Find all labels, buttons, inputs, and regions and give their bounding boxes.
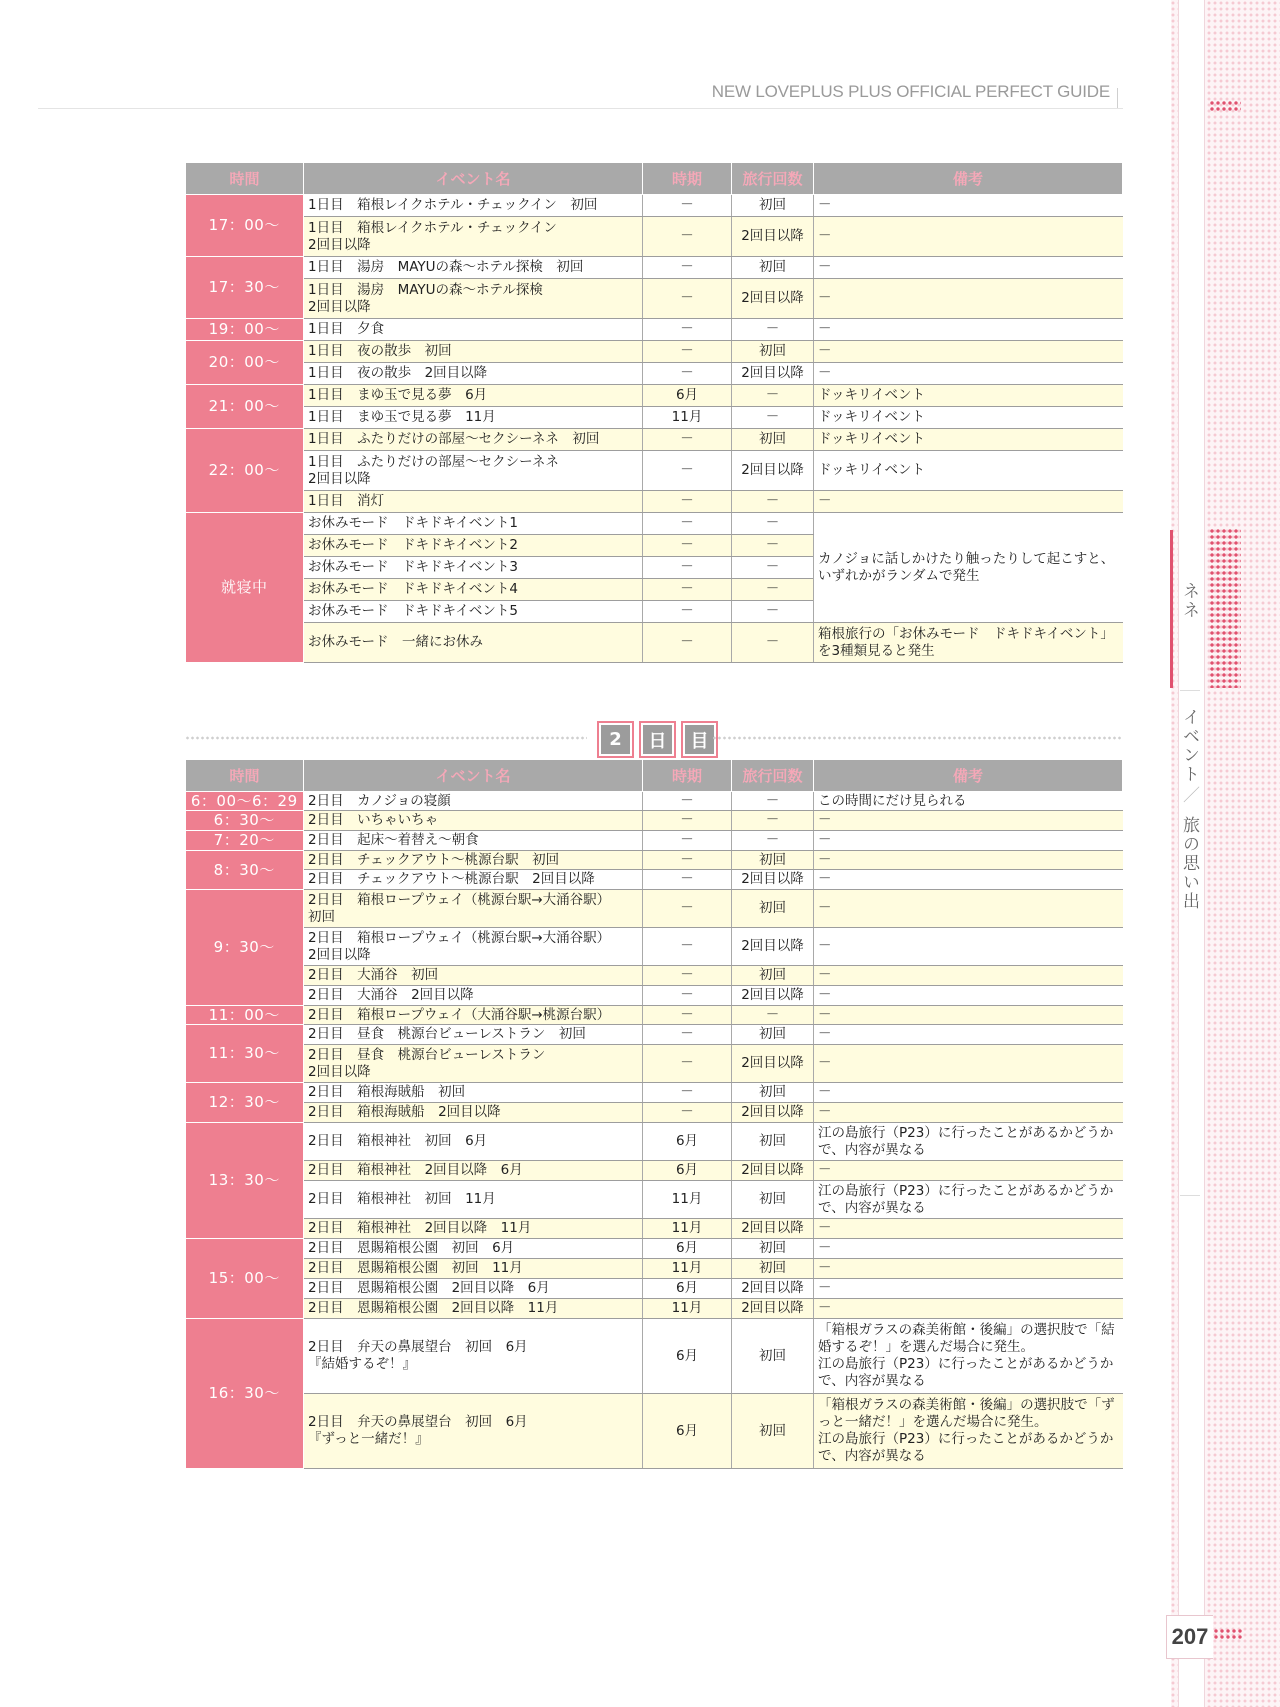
- heading-char: 目: [685, 725, 714, 754]
- col-event-header: イベント名: [304, 760, 643, 792]
- event-name-cell: 2日目 箱根神社 初回 11月: [304, 1181, 643, 1219]
- trip-count-cell: －: [732, 557, 814, 579]
- season-cell: 6月: [643, 1319, 732, 1394]
- table-row: [186, 363, 1123, 385]
- trip-count-cell: 初回: [732, 890, 814, 928]
- table-row: [186, 1103, 1123, 1123]
- season-cell: 6月: [643, 385, 732, 407]
- time-cell: 21：00～: [186, 385, 304, 429]
- trip-count-cell: －: [732, 792, 814, 811]
- note-cell: 江の島旅行（P23）に行ったことがあるかどうかで、内容が異なる: [814, 1123, 1123, 1161]
- note-cell: －: [814, 279, 1123, 319]
- event-name-cell: 1日目 夜の散歩 2回目以降: [304, 363, 643, 385]
- trip-count-cell: －: [732, 513, 814, 535]
- table-row: [186, 1181, 1123, 1219]
- event-name-cell: 1日目 湯房 MAYUの森～ホテル探検 初回: [304, 257, 643, 279]
- trip-count-cell: 2回目以降: [732, 1299, 814, 1319]
- col-time-header: 時間: [186, 163, 304, 195]
- side-tab-subsection[interactable]: 旅の思い出: [1179, 816, 1199, 911]
- trip-count-cell: 2回目以降: [732, 870, 814, 890]
- event-name-cell: 2日目 大涌谷 初回: [304, 966, 643, 986]
- table-row: [186, 890, 1123, 928]
- trip-count-cell: 2回目以降: [732, 363, 814, 385]
- table-row: [186, 1025, 1123, 1045]
- time-cell: 11：30～: [186, 1025, 304, 1083]
- table-row: [186, 1239, 1123, 1259]
- season-cell: －: [643, 279, 732, 319]
- event-name-cell: 2日目 恩賜箱根公園 2回目以降 6月: [304, 1279, 643, 1299]
- event-name-cell: 1日目 箱根レイクホテル・チェックイン 2回目以降: [304, 217, 643, 257]
- event-name-cell: 1日目 夕食: [304, 319, 643, 341]
- trip-count-cell: －: [732, 535, 814, 557]
- table-row: [186, 1045, 1123, 1083]
- note-cell: －: [814, 363, 1123, 385]
- time-cell: 13：30～: [186, 1123, 304, 1239]
- event-name-cell: 2日目 チェックアウト～桃源台駅 2回目以降: [304, 870, 643, 890]
- season-cell: －: [643, 429, 732, 451]
- trip-count-cell: 初回: [732, 429, 814, 451]
- event-name-cell: 2日目 昼食 桃源台ビューレストラン 2回目以降: [304, 1045, 643, 1083]
- note-cell: 江の島旅行（P23）に行ったことがあるかどうかで、内容が異なる: [814, 1181, 1123, 1219]
- time-cell: 6：30～: [186, 811, 304, 831]
- guide-title: NEW LOVEPLUS PLUS OFFICIAL PERFECT GUIDE: [711, 82, 1110, 101]
- note-cell: －: [814, 217, 1123, 257]
- note-cell: ドッキリイベント: [814, 451, 1123, 491]
- trip-count-cell: 2回目以降: [732, 1045, 814, 1083]
- season-cell: 11月: [643, 1259, 732, 1279]
- event-name-cell: 2日目 大涌谷 2回目以降: [304, 986, 643, 1006]
- season-cell: 6月: [643, 1239, 732, 1259]
- table-row: [186, 1299, 1123, 1319]
- note-cell: －: [814, 1239, 1123, 1259]
- note-cell: カノジョに話しかけたり触ったりして起こすと、いずれかがランダムで発生: [814, 513, 1123, 623]
- season-cell: －: [643, 623, 732, 663]
- active-tab-marker: [1170, 530, 1173, 688]
- season-cell: －: [643, 966, 732, 986]
- table-row: [186, 831, 1123, 851]
- event-name-cell: 2日目 チェックアウト～桃源台駅 初回: [304, 851, 643, 870]
- trip-count-cell: 初回: [732, 1083, 814, 1103]
- heading-char-box: [597, 721, 634, 758]
- table-row: [186, 1123, 1123, 1161]
- season-cell: －: [643, 319, 732, 341]
- event-name-cell: 2日目 箱根海賊船 2回目以降: [304, 1103, 643, 1123]
- note-cell: －: [814, 1279, 1123, 1299]
- note-cell: －: [814, 928, 1123, 966]
- season-cell: －: [643, 341, 732, 363]
- table-header-row: [186, 760, 1123, 792]
- note-cell: この時間にだけ見られる: [814, 792, 1123, 811]
- trip-count-cell: 初回: [732, 851, 814, 870]
- season-cell: 11月: [643, 1299, 732, 1319]
- trip-count-cell: －: [732, 831, 814, 851]
- note-cell: 「箱根ガラスの森美術館・後編」の選択肢で「ずっと一緒だ！」を選んだ場合に発生。 江の島旅行（P23）に行ったことがあるかどうかで、内容が異なる: [814, 1394, 1123, 1469]
- dot-accent-active: [1209, 528, 1241, 688]
- header-rule: [38, 108, 1123, 109]
- event-name-cell: 1日目 まゆ玉で見る夢 6月: [304, 385, 643, 407]
- time-cell: 22：00～: [186, 429, 304, 513]
- season-cell: 6月: [643, 1123, 732, 1161]
- season-cell: －: [643, 217, 732, 257]
- trip-count-cell: 初回: [732, 341, 814, 363]
- season-cell: －: [643, 1025, 732, 1045]
- season-cell: －: [643, 195, 732, 217]
- note-cell: －: [814, 341, 1123, 363]
- trip-count-cell: 2回目以降: [732, 986, 814, 1006]
- table-row: [186, 385, 1123, 407]
- trip-count-cell: 2回目以降: [732, 279, 814, 319]
- season-cell: 11月: [643, 1219, 732, 1239]
- note-cell: －: [814, 1219, 1123, 1239]
- trip-count-cell: －: [732, 319, 814, 341]
- table-row: [186, 623, 1123, 663]
- trip-count-cell: －: [732, 1006, 814, 1025]
- event-name-cell: 2日目 昼食 桃源台ビューレストラン 初回: [304, 1025, 643, 1045]
- trip-count-cell: 2回目以降: [732, 1103, 814, 1123]
- event-name-cell: 2日目 弁天の鼻展望台 初回 6月 『ずっと一緒だ！』: [304, 1394, 643, 1469]
- season-cell: －: [643, 811, 732, 831]
- table-row: [186, 1394, 1123, 1469]
- table-row: [186, 1259, 1123, 1279]
- trip-count-cell: 初回: [732, 1181, 814, 1219]
- trip-count-cell: 初回: [732, 1025, 814, 1045]
- heading-char-box: [639, 721, 676, 758]
- event-name-cell: 1日目 夜の散歩 初回: [304, 341, 643, 363]
- note-cell: －: [814, 966, 1123, 986]
- time-cell: 就寝中: [186, 513, 304, 663]
- time-cell: 6：00～6：29: [186, 792, 304, 811]
- table-row: [186, 1319, 1123, 1394]
- event-name-cell: 2日目 箱根神社 2回目以降 11月: [304, 1219, 643, 1239]
- event-name-cell: 2日目 カノジョの寝顔: [304, 792, 643, 811]
- col-note-header: 備考: [814, 163, 1123, 195]
- table-row: [186, 928, 1123, 966]
- trip-count-cell: 初回: [732, 1319, 814, 1394]
- event-name-cell: 1日目 ふたりだけの部屋～セクシーネネ 初回: [304, 429, 643, 451]
- heading-dotted-rule: [185, 736, 587, 740]
- note-cell: 箱根旅行の「お休みモード ドキドキイベント」を3種類見ると発生: [814, 623, 1123, 663]
- table-row: [186, 851, 1123, 870]
- side-tab-section[interactable]: イベント: [1179, 708, 1199, 784]
- heading-dotted-rule: [712, 736, 1122, 740]
- side-tab-divider: [1180, 1195, 1200, 1196]
- season-cell: －: [643, 579, 732, 601]
- event-name-cell: 2日目 恩賜箱根公園 2回目以降 11月: [304, 1299, 643, 1319]
- season-cell: 11月: [643, 407, 732, 429]
- note-cell: －: [814, 491, 1123, 513]
- table-row: [186, 1279, 1123, 1299]
- season-cell: －: [643, 451, 732, 491]
- trip-count-cell: 初回: [732, 1259, 814, 1279]
- table-row: [186, 257, 1123, 279]
- time-cell: 12：30～: [186, 1083, 304, 1123]
- page-number: 207: [1166, 1615, 1213, 1659]
- time-cell: 9：30～: [186, 890, 304, 1006]
- note-cell: 「箱根ガラスの森美術館・後編」の選択肢で「結婚するぞ！」を選んだ場合に発生。 江の島旅行（P23）に行ったことがあるかどうかで、内容が異なる: [814, 1319, 1123, 1394]
- note-cell: －: [814, 831, 1123, 851]
- table-row: [186, 986, 1123, 1006]
- side-tab-divider: [1180, 690, 1200, 691]
- time-cell: 19：00～: [186, 319, 304, 341]
- table-row: [186, 491, 1123, 513]
- trip-count-cell: 初回: [732, 1123, 814, 1161]
- day2-event-table: [185, 760, 1123, 1469]
- trip-count-cell: 2回目以降: [732, 928, 814, 966]
- season-cell: －: [643, 928, 732, 966]
- day2-heading: [185, 718, 1122, 758]
- note-cell: －: [814, 811, 1123, 831]
- trip-count-cell: 2回目以降: [732, 1161, 814, 1181]
- note-cell: －: [814, 257, 1123, 279]
- table-row: [186, 279, 1123, 319]
- col-season-header: 時期: [643, 163, 732, 195]
- event-name-cell: 2日目 箱根ロープウェイ（桃源台駅→大涌谷駅） 2回目以降: [304, 928, 643, 966]
- note-cell: －: [814, 986, 1123, 1006]
- time-cell: 8：30～: [186, 851, 304, 890]
- season-cell: －: [643, 491, 732, 513]
- note-cell: －: [814, 870, 1123, 890]
- trip-count-cell: 2回目以降: [732, 217, 814, 257]
- col-season-header: 時期: [643, 760, 732, 792]
- event-name-cell: お休みモード ドキドキイベント1: [304, 513, 643, 535]
- note-cell: －: [814, 1083, 1123, 1103]
- side-tab-character[interactable]: ネネ: [1179, 582, 1199, 620]
- col-trips-header: 旅行回数: [732, 163, 814, 195]
- event-name-cell: お休みモード ドキドキイベント4: [304, 579, 643, 601]
- note-cell: －: [814, 1259, 1123, 1279]
- season-cell: －: [643, 890, 732, 928]
- season-cell: 11月: [643, 1181, 732, 1219]
- note-cell: ドッキリイベント: [814, 407, 1123, 429]
- time-cell: 15：00～: [186, 1239, 304, 1319]
- time-cell: 7：20～: [186, 831, 304, 851]
- event-name-cell: 2日目 箱根ロープウェイ（大涌谷駅→桃源台駅）: [304, 1006, 643, 1025]
- trip-count-cell: 初回: [732, 1394, 814, 1469]
- table-row: [186, 811, 1123, 831]
- table-row: [186, 341, 1123, 363]
- time-cell: 11：00～: [186, 1006, 304, 1025]
- note-cell: ドッキリイベント: [814, 385, 1123, 407]
- event-name-cell: お休みモード ドキドキイベント3: [304, 557, 643, 579]
- trip-count-cell: －: [732, 811, 814, 831]
- table-row: [186, 966, 1123, 986]
- season-cell: －: [643, 363, 732, 385]
- event-name-cell: 1日目 箱根レイクホテル・チェックイン 初回: [304, 195, 643, 217]
- season-cell: 6月: [643, 1394, 732, 1469]
- table-row: [186, 1219, 1123, 1239]
- table-row: [186, 1161, 1123, 1181]
- trip-count-cell: 2回目以降: [732, 1279, 814, 1299]
- note-cell: －: [814, 319, 1123, 341]
- trip-count-cell: －: [732, 623, 814, 663]
- season-cell: －: [643, 792, 732, 811]
- title-divider: [1117, 88, 1118, 108]
- note-cell: －: [814, 195, 1123, 217]
- event-name-cell: 2日目 箱根神社 初回 6月: [304, 1123, 643, 1161]
- event-name-cell: お休みモード ドキドキイベント5: [304, 601, 643, 623]
- note-cell: －: [814, 1025, 1123, 1045]
- table-row: [186, 1006, 1123, 1025]
- day1-event-table: [185, 163, 1123, 663]
- season-cell: －: [643, 1045, 732, 1083]
- table-row: [186, 513, 1123, 535]
- event-name-cell: お休みモード 一緒にお休み: [304, 623, 643, 663]
- event-name-cell: 1日目 消灯: [304, 491, 643, 513]
- trip-count-cell: 初回: [732, 195, 814, 217]
- season-cell: －: [643, 851, 732, 870]
- note-cell: －: [814, 1103, 1123, 1123]
- note-cell: －: [814, 1299, 1123, 1319]
- event-name-cell: 2日目 恩賜箱根公園 初回 11月: [304, 1259, 643, 1279]
- col-time-header: 時間: [186, 760, 304, 792]
- col-event-header: イベント名: [304, 163, 643, 195]
- trip-count-cell: 初回: [732, 257, 814, 279]
- season-cell: 6月: [643, 1279, 732, 1299]
- dot-accent-top: [1209, 100, 1241, 112]
- event-name-cell: 1日目 湯房 MAYUの森～ホテル探検 2回目以降: [304, 279, 643, 319]
- season-cell: －: [643, 1083, 732, 1103]
- heading-char: 2: [601, 725, 630, 754]
- trip-count-cell: －: [732, 601, 814, 623]
- season-cell: －: [643, 601, 732, 623]
- event-name-cell: 2日目 箱根海賊船 初回: [304, 1083, 643, 1103]
- table-row: [186, 792, 1123, 811]
- trip-count-cell: 2回目以降: [732, 451, 814, 491]
- season-cell: －: [643, 1006, 732, 1025]
- side-tab-separator: ／: [1179, 786, 1199, 805]
- season-cell: －: [643, 513, 732, 535]
- table-row: [186, 407, 1123, 429]
- col-trips-header: 旅行回数: [732, 760, 814, 792]
- event-name-cell: 2日目 いちゃいちゃ: [304, 811, 643, 831]
- season-cell: －: [643, 557, 732, 579]
- note-cell: －: [814, 890, 1123, 928]
- season-cell: 6月: [643, 1161, 732, 1181]
- event-name-cell: 1日目 ふたりだけの部屋～セクシーネネ 2回目以降: [304, 451, 643, 491]
- trip-count-cell: －: [732, 407, 814, 429]
- time-cell: 17：30～: [186, 257, 304, 319]
- season-cell: －: [643, 257, 732, 279]
- note-cell: －: [814, 1161, 1123, 1181]
- trip-count-cell: －: [732, 491, 814, 513]
- dot-accent-page: [1213, 1628, 1243, 1640]
- event-name-cell: 2日目 起床～着替え～朝食: [304, 831, 643, 851]
- table-header-row: [186, 163, 1123, 195]
- table-row: [186, 1083, 1123, 1103]
- table-row: [186, 319, 1123, 341]
- table-row: [186, 451, 1123, 491]
- event-name-cell: 2日目 箱根ロープウェイ（桃源台駅→大涌谷駅） 初回: [304, 890, 643, 928]
- trip-count-cell: 2回目以降: [732, 1219, 814, 1239]
- trip-count-cell: 初回: [732, 1239, 814, 1259]
- trip-count-cell: 初回: [732, 966, 814, 986]
- event-name-cell: 1日目 まゆ玉で見る夢 11月: [304, 407, 643, 429]
- table-row: [186, 429, 1123, 451]
- event-name-cell: お休みモード ドキドキイベント2: [304, 535, 643, 557]
- table-row: [186, 870, 1123, 890]
- note-cell: ドッキリイベント: [814, 429, 1123, 451]
- event-name-cell: 2日目 箱根神社 2回目以降 6月: [304, 1161, 643, 1181]
- heading-char: 日: [643, 725, 672, 754]
- trip-count-cell: －: [732, 385, 814, 407]
- time-cell: 16：30～: [186, 1319, 304, 1469]
- col-note-header: 備考: [814, 760, 1123, 792]
- note-cell: －: [814, 1045, 1123, 1083]
- trip-count-cell: －: [732, 579, 814, 601]
- season-cell: －: [643, 986, 732, 1006]
- season-cell: －: [643, 831, 732, 851]
- table-row: [186, 217, 1123, 257]
- note-cell: －: [814, 851, 1123, 870]
- table-row: [186, 195, 1123, 217]
- season-cell: －: [643, 870, 732, 890]
- event-name-cell: 2日目 恩賜箱根公園 初回 6月: [304, 1239, 643, 1259]
- time-cell: 20：00～: [186, 341, 304, 385]
- event-name-cell: 2日目 弁天の鼻展望台 初回 6月 『結婚するぞ！』: [304, 1319, 643, 1394]
- note-cell: －: [814, 1006, 1123, 1025]
- season-cell: －: [643, 535, 732, 557]
- time-cell: 17：00～: [186, 195, 304, 257]
- season-cell: －: [643, 1103, 732, 1123]
